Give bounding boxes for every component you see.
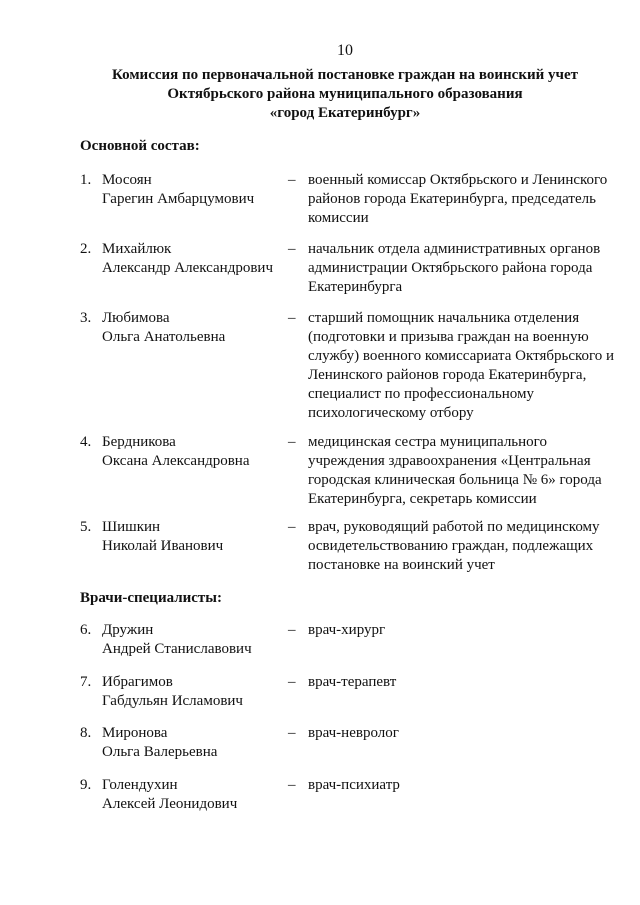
member-given-names: Гарегин Амбарцумович: [102, 191, 255, 207]
title-line-1: Комиссия по первоначальной постановке граждан на воинский учет: [112, 67, 578, 83]
member-name: [102, 171, 292, 209]
member-number: 6.: [80, 622, 92, 638]
member-given-names: Оксана Александровна: [102, 453, 250, 469]
member-surname: Михайлюк: [102, 241, 172, 257]
member-surname: Дружин: [102, 622, 154, 638]
member-surname: Бердникова: [102, 434, 176, 450]
member-name: [102, 309, 292, 347]
page-number: 10: [337, 42, 353, 59]
member-number: 5.: [80, 519, 92, 535]
member-role: врач-невролог: [308, 725, 399, 741]
member-given-names: Габдульян Исламович: [102, 693, 243, 709]
member-number: 1.: [80, 172, 92, 188]
member-role: старший помощник начальника отделения (подготовки и призыва граждан на военную службу) военного комиссариата Октябрьского и Ленинского районов города Екатеринбурга, специалист по профессиональному психологическому отбору: [308, 310, 615, 421]
member-surname: Миронова: [102, 725, 168, 741]
member-number: 2.: [80, 241, 92, 257]
member-name: [102, 240, 292, 278]
member-role: врач, руководящий работой по медицинскому освидетельствованию граждан, подлежащих постановке на воинский учет: [308, 519, 600, 573]
dash-separator: –: [288, 725, 296, 741]
dash-separator: –: [288, 172, 296, 188]
member-number: 3.: [80, 310, 92, 326]
member-given-names: Андрей Станиславович: [102, 641, 252, 657]
dash-separator: –: [288, 241, 296, 257]
member-name: [102, 673, 292, 711]
document-title: [0, 66, 640, 123]
title-line-3: «город Екатеринбург»: [269, 105, 421, 121]
title-line-2: Октябрьского района муниципального образования: [167, 86, 523, 102]
member-given-names: Алексей Леонидович: [102, 796, 238, 812]
member-given-names: Ольга Валерьевна: [102, 744, 218, 760]
dash-separator: –: [288, 519, 296, 535]
member-surname: Мосоян: [102, 172, 152, 188]
member-surname: Любимова: [102, 310, 170, 326]
dash-separator: –: [288, 622, 296, 638]
dash-separator: –: [288, 434, 296, 450]
member-number: 9.: [80, 777, 92, 793]
member-given-names: Александр Александрович: [102, 260, 273, 276]
dash-separator: –: [288, 777, 296, 793]
member-number: 8.: [80, 725, 92, 741]
member-role: начальник отдела административных органов администрации Октябрьского района города Екатеринбурга: [308, 241, 601, 295]
member-role: медицинская сестра муниципального учреждения здравоохранения «Центральная городская клиническая больница № 6» города Екатеринбурга, секретарь комиссии: [308, 434, 602, 507]
member-name: [102, 724, 292, 762]
member-number: 7.: [80, 674, 92, 690]
member-surname: Шишкин: [102, 519, 161, 535]
main-section-heading: Основной состав:: [80, 138, 200, 154]
member-name: [102, 621, 292, 659]
member-surname: Голендухин: [102, 777, 178, 793]
member-name: [102, 776, 292, 814]
member-given-names: Николай Иванович: [102, 538, 224, 554]
member-role: врач-хирург: [308, 622, 386, 638]
member-role: врач-терапевт: [308, 674, 397, 690]
member-given-names: Ольга Анатольевна: [102, 329, 226, 345]
specialists-section-heading: Врачи-специалисты:: [80, 590, 223, 606]
member-name: [102, 518, 292, 556]
member-name: [102, 433, 292, 471]
member-role: военный комиссар Октябрьского и Ленинского районов города Екатеринбурга, председатель комиссии: [308, 172, 608, 226]
member-role: врач-психиатр: [308, 777, 400, 793]
member-surname: Ибрагимов: [102, 674, 173, 690]
dash-separator: –: [288, 310, 296, 326]
dash-separator: –: [288, 674, 296, 690]
member-number: 4.: [80, 434, 92, 450]
